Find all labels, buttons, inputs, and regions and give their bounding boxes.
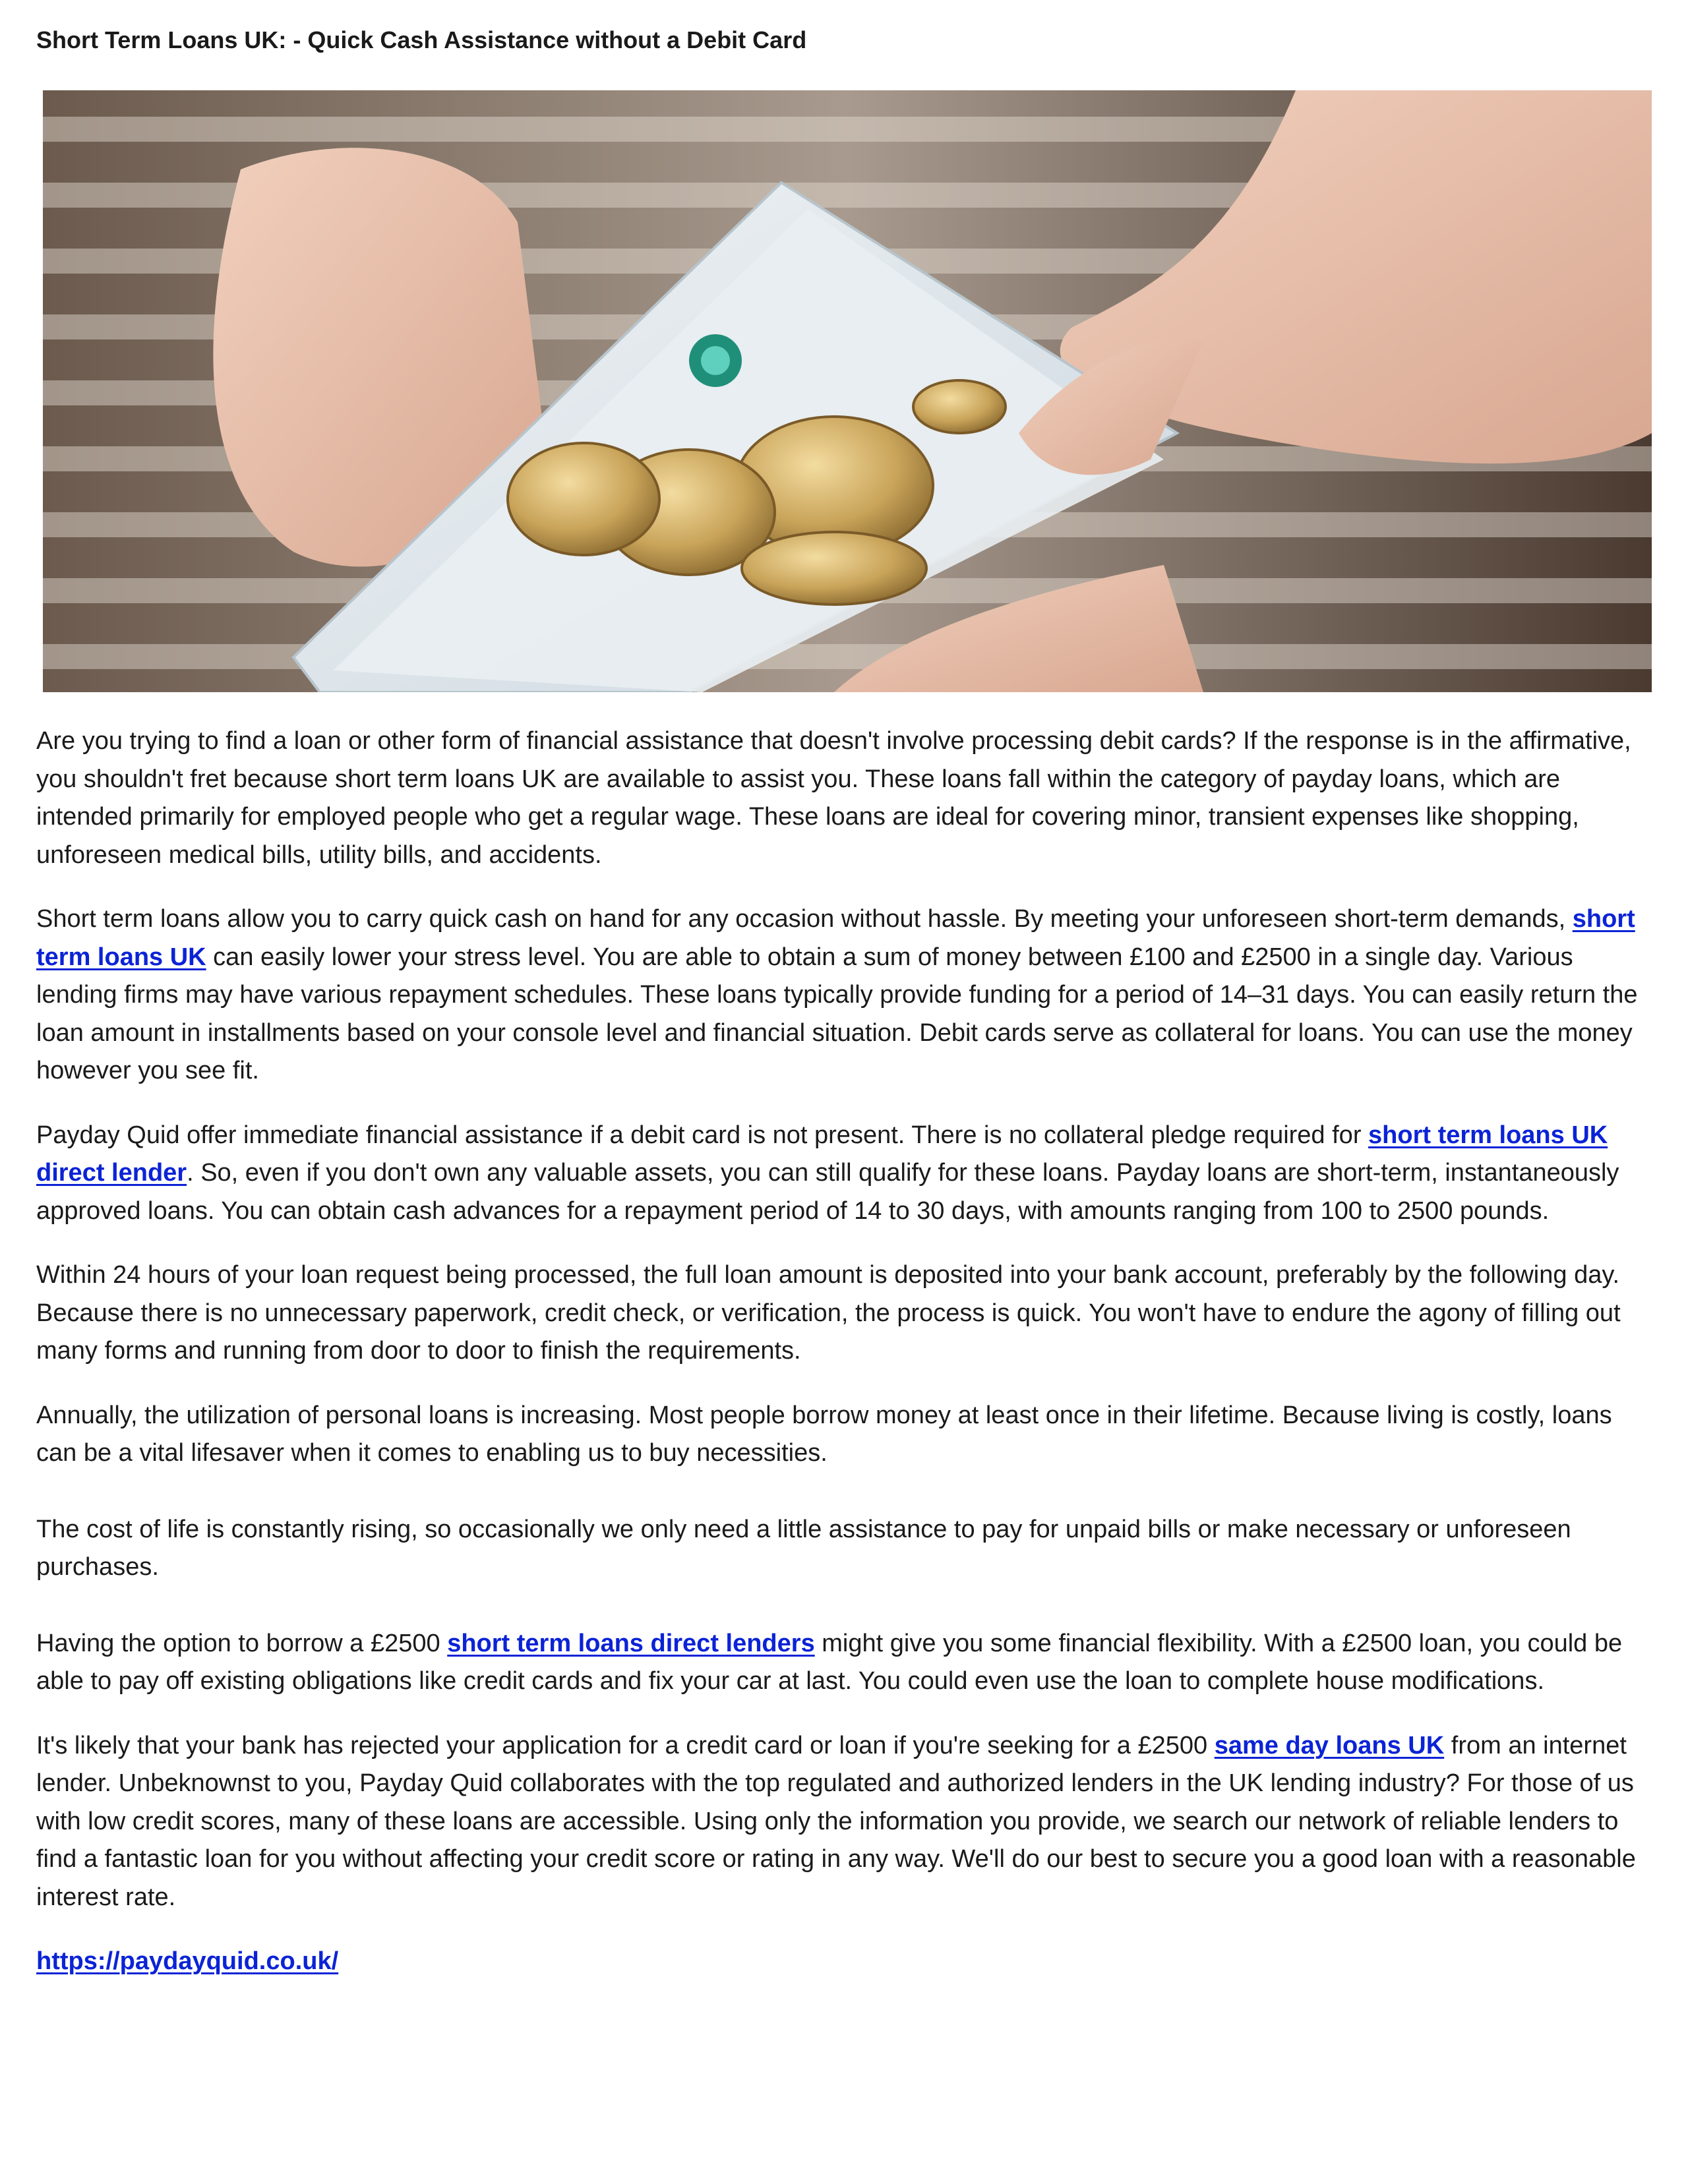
same-day-loans-uk-link[interactable]: same day loans UK	[1214, 1731, 1445, 1759]
document-title: Short Term Loans UK: - Quick Cash Assistance without a Debit Card	[36, 26, 807, 53]
paragraph-8-text-b: from an internet lender. Unbeknownst to you, Payday Quid collaborates with the top regulated and authorized lenders in the UK lending industry? For those of us with low credit scores, many of these loans are accessible. Using only the information you provide, we search our network of reliable lenders to find a fantastic loan for you without affecting your credit score or rating in any way. We'll do our best to secure you a good loan with a reasonable interest rate.	[36, 1731, 1636, 1911]
paragraph-2	[36, 900, 1655, 1090]
short-term-loans-uk-link[interactable]: short term loans UK	[36, 905, 1635, 971]
paragraph-7	[36, 1625, 1655, 1701]
footer-link-paragraph	[36, 1943, 1655, 1981]
paragraph-3-text-b: . So, even if you don't own any valuable assets, you can still qualify for these loans. Payday loans are short-term, instantaneously approved loans. You can obtain cash advances for a repayment period of 14 to 30 days, with amounts ranging from 100 to 2500 pounds.	[36, 1159, 1619, 1225]
article-body	[36, 723, 1655, 2007]
paragraph-7-text-b: might give you some financial flexibility. With a £2500 loan, you could be able to pay off existing obligations like credit cards and fix your car at last. You could even use the loan to complete house modifications.	[36, 1629, 1623, 1695]
short-term-loans-direct-lenders-link[interactable]: short term loans direct lenders	[447, 1629, 815, 1657]
paragraph-2-text-b: can easily lower your stress level. You are able to obtain a sum of money between £100 and £2500 in a single day. Various lending firms may have various repayment schedules. These loans typically provide funding for a period of 14–31 days. You can easily return the loan amount in installments based on your console level and financial situation. Debit cards serve as collateral for loans. You can use the money however you see fit.	[36, 943, 1638, 1084]
paragraph-4: Within 24 hours of your loan request being processed, the full loan amount is deposited into your bank account, preferably by the following day. Because there is no unnecessary paperwork, credit check, or verification, the process is quick. You won't have to endure the agony of filling out many forms and running from door to door to finish the requirements.	[36, 1261, 1621, 1365]
short-term-loans-uk-direct-lender-link[interactable]: short term loans UK direct lender	[36, 1121, 1608, 1187]
paragraph-7-text-a: Having the option to borrow a £2500	[36, 1629, 448, 1657]
hands-money-photo	[43, 90, 1652, 692]
paragraph-5: Annually, the utilization of personal loans is increasing. Most people borrow money at least once in their lifetime. Because living is costly, loans can be a vital lifesaver when it comes to enabling us to buy necessities.	[36, 1401, 1612, 1467]
website-url-link[interactable]: https://paydayquid.co.uk/	[36, 1947, 339, 1975]
paragraph-6: The cost of life is constantly rising, so occasionally we only need a little assistance to pay for unpaid bills or make necessary or unforeseen purchases.	[36, 1515, 1571, 1581]
paragraph-8-text-a: It's likely that your bank has rejected your application for a credit card or loan if you're seeking for a £2500	[36, 1731, 1215, 1759]
paragraph-1: Are you trying to find a loan or other form of financial assistance that doesn't involve processing debit cards? If the response is in the affirmative, you shouldn't fret because short term loans UK are available to assist you. These loans fall within the category of payday loans, which are intended primarily for employed people who get a regular wage. These loans are ideal for covering minor, transient expenses like shopping, unforeseen medical bills, utility bills, and accidents.	[36, 727, 1631, 869]
paragraph-3	[36, 1117, 1655, 1231]
paragraph-2-text-a: Short term loans allow you to carry quick cash on hand for any occasion without hassle. By meeting your unforeseen short-term demands,	[36, 905, 1573, 933]
paragraph-8	[36, 1727, 1655, 1917]
paragraph-3-text-a: Payday Quid offer immediate financial assistance if a debit card is not present. There is no collateral pledge required for	[36, 1121, 1369, 1149]
